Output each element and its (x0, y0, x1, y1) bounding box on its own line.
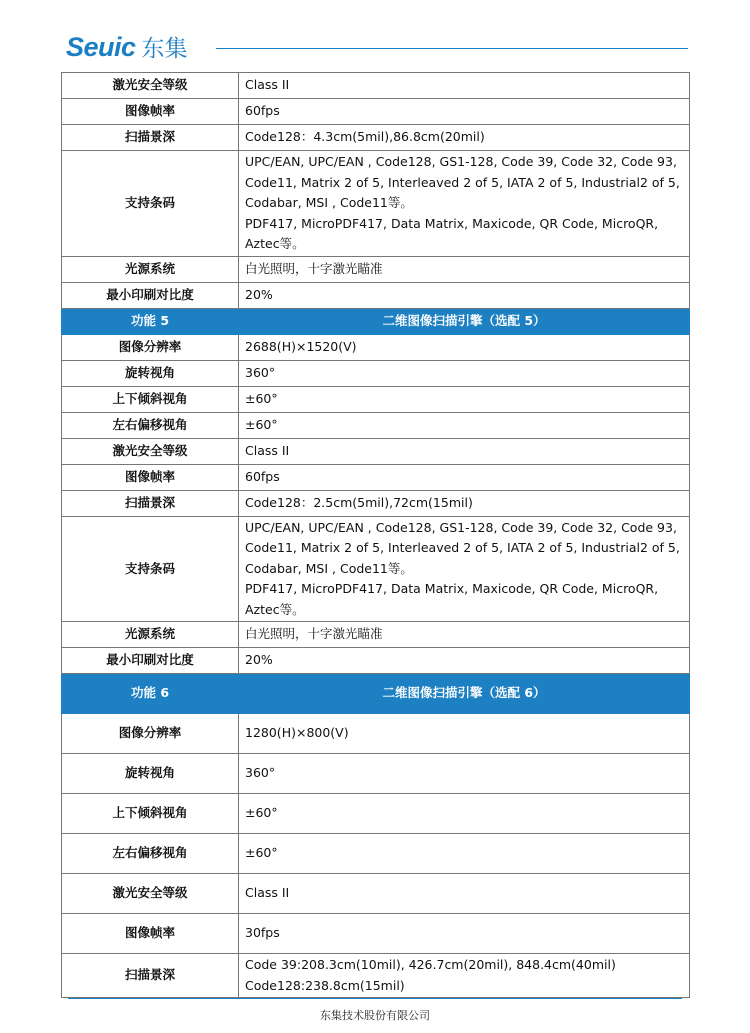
spec-row (62, 282, 690, 308)
spec-row (62, 334, 690, 360)
spec-row (62, 464, 690, 490)
spec-value (239, 464, 690, 490)
spec-row (62, 648, 690, 674)
spec-value-line: 360° (245, 765, 276, 781)
spec-label: 扫描景深 (62, 125, 239, 151)
spec-value (239, 256, 690, 282)
header-divider (216, 48, 688, 49)
spec-value (239, 874, 690, 914)
spec-value (239, 954, 690, 998)
spec-label: 光源系统 (62, 256, 239, 282)
spec-value-line: Code11, Matrix 2 of 5, Interleaved 2 of 5, IATA 2 of 5, Industrial2 of 5, (245, 540, 680, 555)
spec-value-line: 60fps (245, 103, 280, 119)
section-description (239, 308, 690, 334)
spec-row (62, 874, 690, 914)
spec-value (239, 386, 690, 412)
spec-value-line: 60fps (245, 468, 280, 484)
spec-value (239, 794, 690, 834)
spec-row (62, 256, 690, 282)
footer-company: 东集技术股份有限公司 (320, 1009, 430, 1022)
spec-row (62, 438, 690, 464)
spec-value (239, 490, 690, 516)
spec-value (239, 360, 690, 386)
spec-value-line: Aztec等。 (245, 236, 305, 251)
spec-value (239, 714, 690, 754)
spec-label: 光源系统 (62, 622, 239, 648)
spec-value (239, 914, 690, 954)
spec-row (62, 954, 690, 998)
spec-value-line: ±60° (245, 845, 278, 861)
spec-value-line: 二维图像扫描引擎（选配 5） (382, 312, 546, 328)
spec-value (239, 73, 690, 99)
spec-value-line: 360° (245, 364, 276, 380)
spec-row (62, 794, 690, 834)
spec-value-line: Codabar, MSI , Code11等。 (245, 560, 413, 576)
spec-label: 支持条码 (62, 151, 239, 257)
spec-value-line: ±60° (245, 805, 278, 821)
spec-label: 激光安全等级 (62, 73, 239, 99)
spec-label: 支持条码 (62, 516, 239, 622)
spec-row (62, 516, 690, 622)
spec-row (62, 360, 690, 386)
spec-value-line: Aztec等。 (245, 601, 305, 617)
spec-label: 扫描景深 (62, 954, 239, 998)
spec-label: 最小印刷对比度 (62, 282, 239, 308)
spec-row (62, 412, 690, 438)
spec-value (239, 125, 690, 151)
spec-row (62, 914, 690, 954)
spec-label: 左右偏移视角 (62, 834, 239, 874)
spec-value-line: Code128:238.8cm(15mil) (245, 977, 405, 993)
spec-value-line: ±60° (245, 416, 278, 432)
logo-chinese-name: 东集 (141, 36, 188, 62)
spec-value-line: UPC/EAN, UPC/EAN , Code128, GS1-128, Code 39, Code 32, Code 93, (245, 154, 677, 169)
logo-wordmark: Seuic (66, 32, 136, 62)
spec-label: 图像分辨率 (62, 714, 239, 754)
spec-table (61, 72, 690, 998)
spec-value (239, 99, 690, 125)
spec-value-line: Code 39:208.3cm(10mil), 426.7cm(20mil), 848.4cm(40mil) (245, 957, 616, 972)
spec-value-line: 二维图像扫描引擎（选配 6） (382, 685, 546, 701)
section-title: 功能 6 (62, 674, 239, 714)
spec-value (239, 648, 690, 674)
spec-value (239, 834, 690, 874)
spec-value-line: PDF417, MicroPDF417, Data Matrix, Maxicode, QR Code, MicroQR, (245, 215, 659, 231)
spec-row (62, 622, 690, 648)
section-header-row (62, 308, 690, 334)
spec-value (239, 151, 690, 257)
section-header-row (62, 674, 690, 714)
spec-value (239, 754, 690, 794)
seuic-logo (66, 30, 188, 64)
spec-value-line: Class II (245, 77, 290, 93)
spec-row (62, 151, 690, 257)
spec-label: 左右偏移视角 (62, 412, 239, 438)
spec-value-line: PDF417, MicroPDF417, Data Matrix, Maxicode, QR Code, MicroQR, (245, 581, 659, 596)
spec-label: 图像帧率 (62, 99, 239, 125)
spec-value (239, 622, 690, 648)
spec-value-line: 白光照明，十字激光瞄准 (245, 260, 383, 276)
spec-label: 扫描景深 (62, 490, 239, 516)
spec-value (239, 334, 690, 360)
spec-label: 旋转视角 (62, 754, 239, 794)
spec-value-line: 30fps (245, 925, 280, 941)
page-header (0, 0, 750, 70)
section-title: 功能 5 (62, 308, 239, 334)
spec-value (239, 516, 690, 622)
spec-row (62, 386, 690, 412)
spec-value-line: 白光照明，十字激光瞄准 (245, 626, 383, 642)
spec-label: 最小印刷对比度 (62, 648, 239, 674)
spec-row (62, 834, 690, 874)
spec-value-line: Code11, Matrix 2 of 5, Interleaved 2 of 5, IATA 2 of 5, Industrial2 of 5, (245, 174, 680, 190)
footer-divider (68, 998, 682, 999)
spec-value-line: 20% (245, 286, 273, 302)
spec-label: 旋转视角 (62, 360, 239, 386)
spec-value (239, 412, 690, 438)
section-description (239, 674, 690, 714)
spec-label: 激光安全等级 (62, 874, 239, 914)
spec-label: 激光安全等级 (62, 438, 239, 464)
spec-value-line: Codabar, MSI , Code11等。 (245, 195, 413, 210)
spec-label: 图像帧率 (62, 914, 239, 954)
spec-value-line: Class II (245, 442, 290, 458)
spec-label: 上下倾斜视角 (62, 386, 239, 412)
spec-row (62, 99, 690, 125)
spec-value-line: Code128：4.3cm(5mil),86.8cm(20mil) (245, 129, 485, 145)
spec-value-line: Code128：2.5cm(5mil),72cm(15mil) (245, 494, 473, 510)
spec-table-body (62, 73, 690, 998)
spec-value-line: 20% (245, 652, 273, 668)
spec-value-line: 1280(H)×800(V) (245, 725, 349, 741)
spec-label: 图像分辨率 (62, 334, 239, 360)
spec-label: 上下倾斜视角 (62, 794, 239, 834)
spec-row (62, 73, 690, 99)
spec-value-line: Class II (245, 885, 290, 901)
spec-value-line: 2688(H)×1520(V) (245, 338, 357, 354)
spec-value-line: UPC/EAN, UPC/EAN , Code128, GS1-128, Code 39, Code 32, Code 93, (245, 519, 677, 535)
spec-value (239, 438, 690, 464)
spec-row (62, 714, 690, 754)
spec-row (62, 125, 690, 151)
spec-label: 图像帧率 (62, 464, 239, 490)
spec-row (62, 754, 690, 794)
spec-row (62, 490, 690, 516)
spec-value (239, 282, 690, 308)
spec-value-line: ±60° (245, 390, 278, 406)
